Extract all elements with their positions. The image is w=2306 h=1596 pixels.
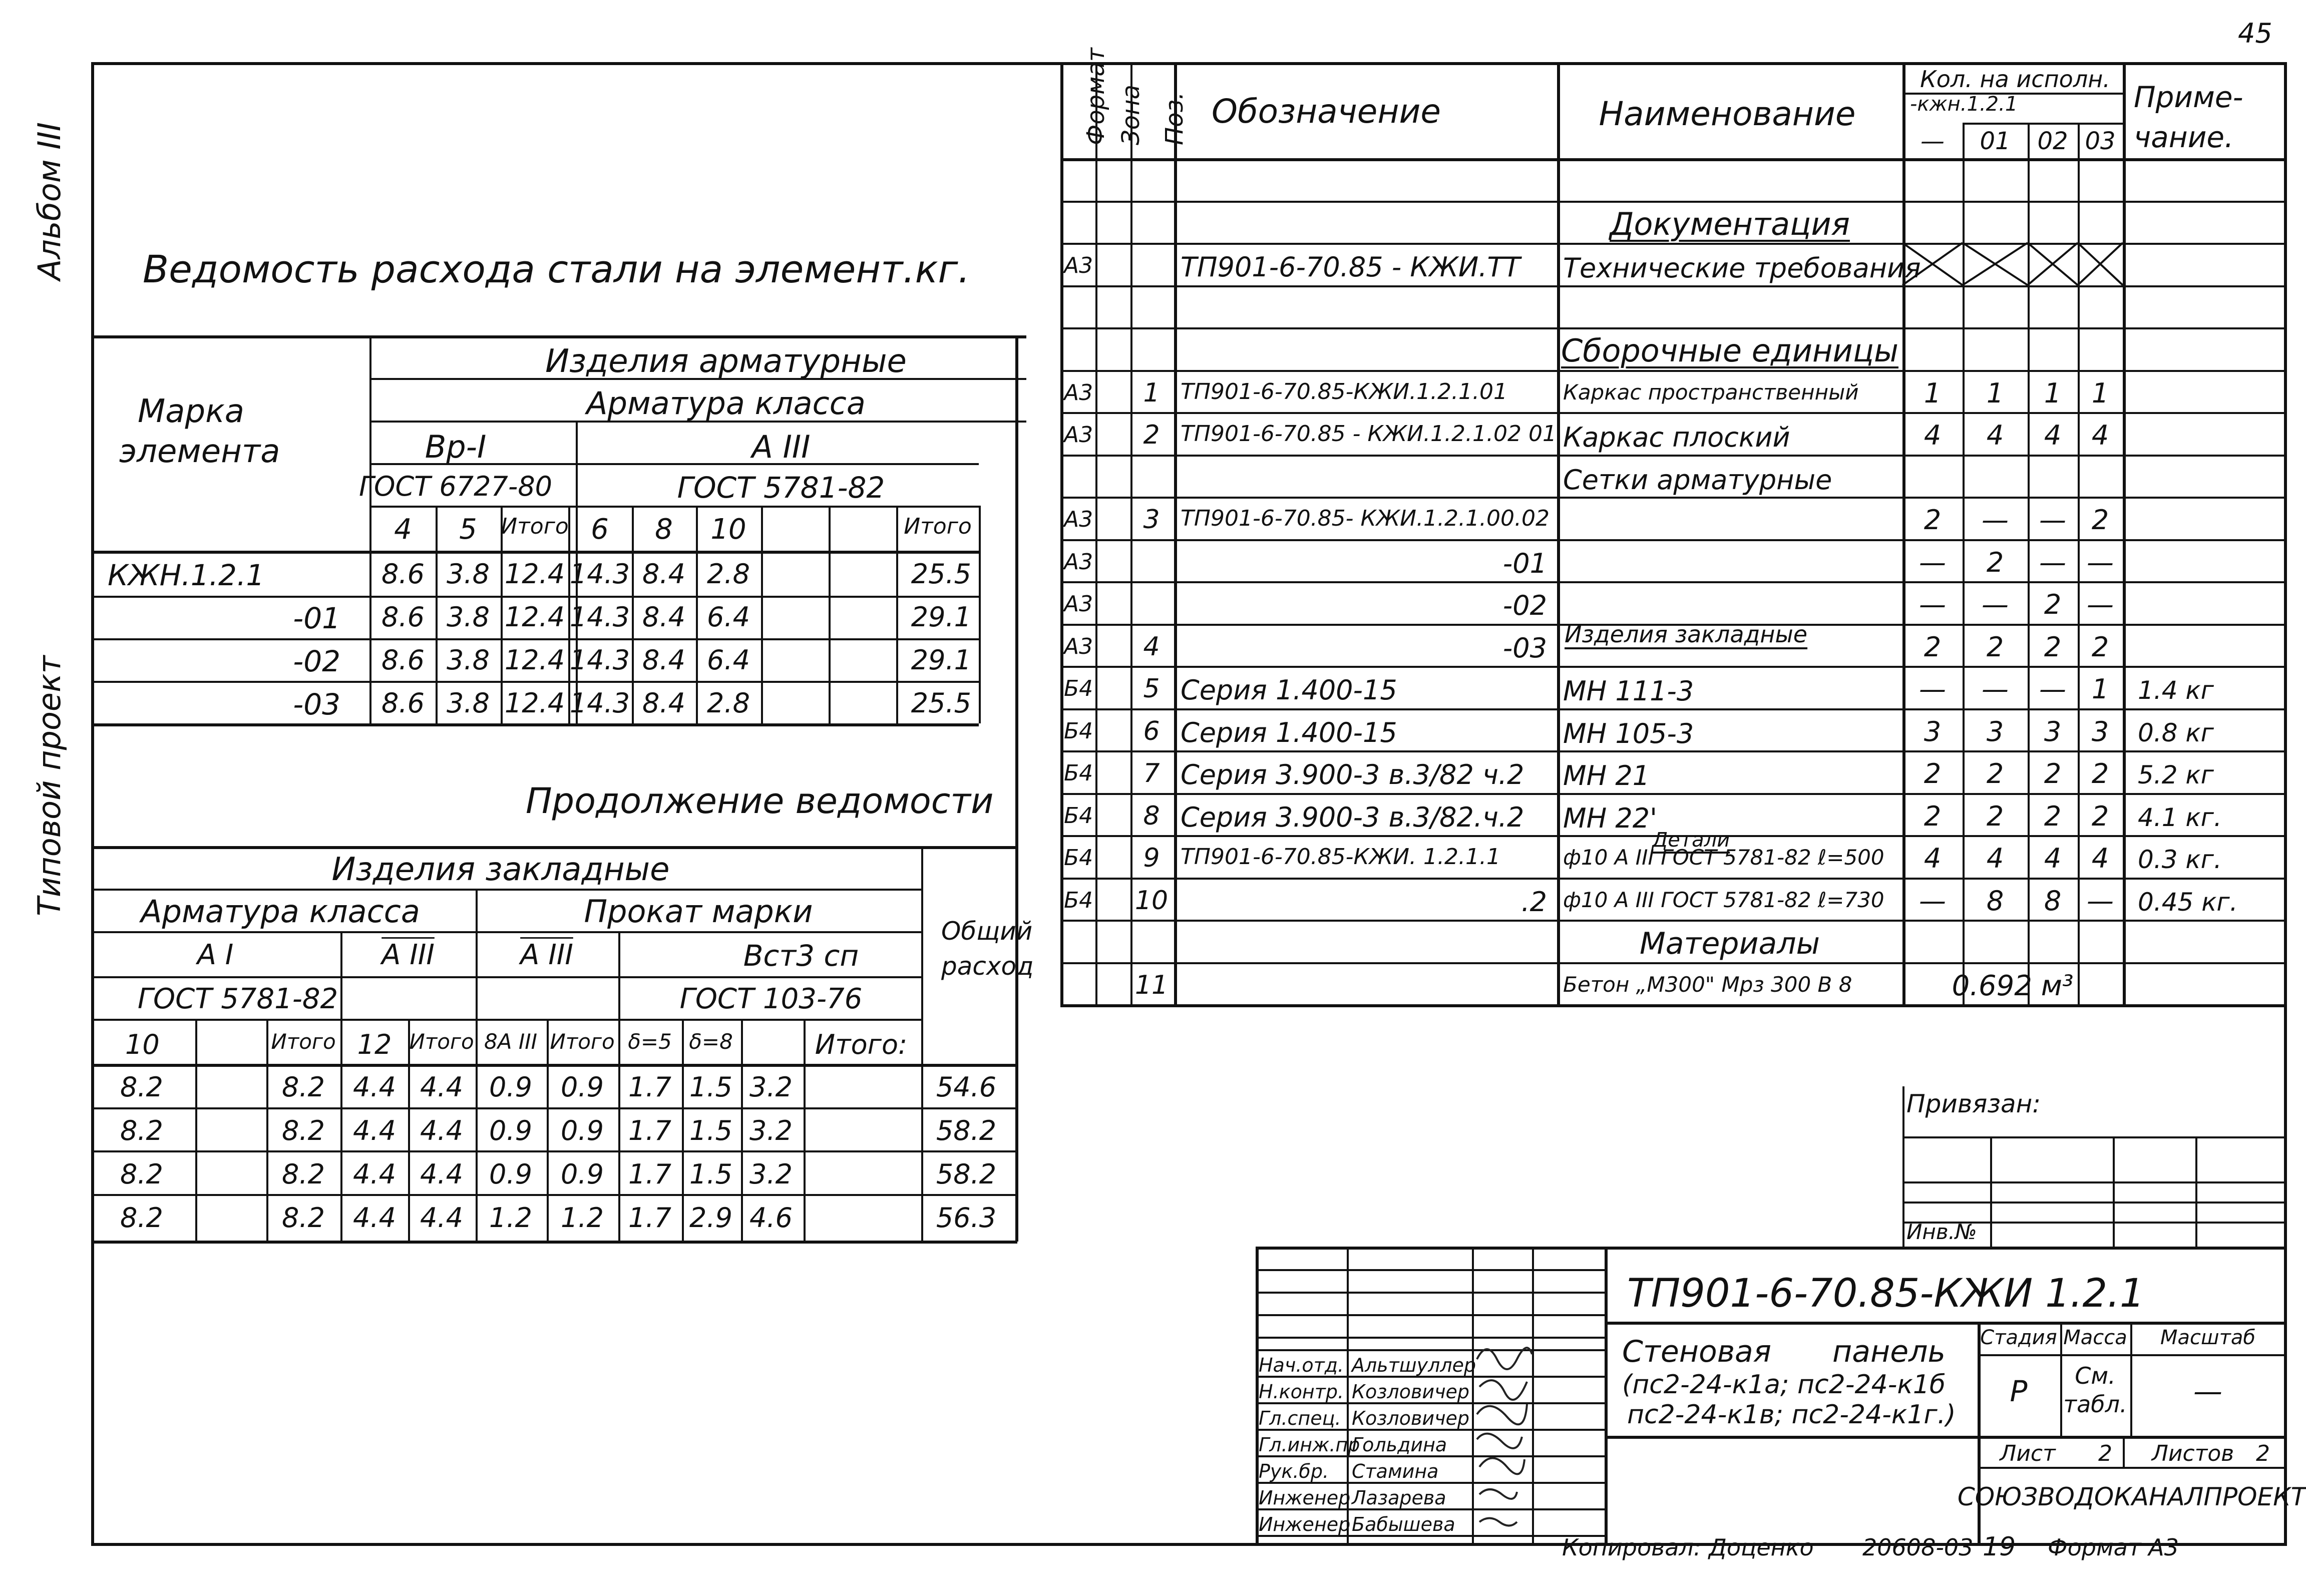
spec-name-sub: Детали	[1652, 829, 1730, 852]
steel-sub-2: Итого	[501, 514, 569, 539]
steel-val: 8.6	[381, 601, 425, 633]
steel-sub-5: 10	[710, 513, 746, 546]
spec-desig: Серия 3.900-3 в.3/82 ч.2	[1181, 759, 1524, 790]
steel-title: Ведомость расхода стали на элемент.кг.	[143, 247, 970, 291]
stamp-mass: См.	[2075, 1362, 2116, 1389]
steel-h-izd: Изделия арматурные	[545, 343, 907, 380]
stamp-sheets-label: Листов	[2151, 1441, 2234, 1466]
cont-val: 1.5	[689, 1158, 732, 1190]
cont-sub-4: Итого	[409, 1029, 474, 1054]
cont-val: 8.2	[120, 1202, 163, 1234]
footer-copied: Копировал: Доценко	[1562, 1534, 1814, 1561]
steel-mark-2: -02	[293, 644, 340, 678]
steel-val: 12.4	[504, 601, 565, 633]
cont-sub-6: Итого	[550, 1029, 615, 1054]
cont-val: 4.4	[353, 1115, 396, 1146]
steel-mark-3: -03	[293, 687, 340, 721]
privyazan-label: Привязан:	[1906, 1089, 2041, 1118]
spec-fmt: А3	[1064, 379, 1093, 406]
steel-mark-0: КЖН.1.2.1	[108, 558, 265, 592]
spec-qty: 2	[2044, 631, 2062, 663]
stamp-h-mass: Масса	[2063, 1326, 2127, 1349]
steel-h-vr: Вр-I	[425, 429, 487, 465]
spec-name: Технические требования	[1563, 252, 1921, 284]
steel-val: 8.4	[642, 644, 685, 676]
steel-h-gost2: ГОСТ 5781-82	[677, 471, 885, 505]
steel-val: 14.3	[569, 601, 630, 633]
spec-section: Сборочные единицы	[1561, 332, 1899, 369]
stamp-name: Козловичер	[1352, 1407, 1470, 1429]
cont-val: 1.5	[689, 1071, 732, 1103]
spec-qty: 2	[1924, 504, 1942, 536]
stamp-sheet-label: Лист	[2000, 1441, 2056, 1466]
cont-val: 56.3	[936, 1202, 997, 1234]
spec-qty: 3	[1986, 715, 2004, 747]
spec-name: МН 105-3	[1563, 717, 1694, 749]
steel-val: 6.4	[707, 644, 750, 676]
spec-qty: 2	[2044, 758, 2062, 789]
spec-qty: 2	[1924, 758, 1942, 789]
spec-fmt: Б4	[1064, 760, 1093, 786]
spec-qty: 2	[1924, 631, 1942, 663]
spec-qty: 2	[2091, 504, 2109, 536]
footer-num: 20608-03	[1862, 1534, 1974, 1561]
stamp-code: ТП901-6-70.85-КЖИ 1.2.1	[1627, 1271, 2145, 1316]
spec-qty-col-0: —	[1920, 127, 1945, 155]
spec-h-qty2: -кжн.1.2.1	[1910, 93, 2018, 116]
spec-fmt: А3	[1064, 591, 1093, 617]
stamp-stage: Р	[2010, 1374, 2028, 1408]
spec-fmt: А3	[1064, 422, 1093, 448]
spec-qty-col-3: 03	[2085, 127, 2116, 155]
cont-val: 4.6	[749, 1202, 793, 1234]
spec-h-desig: Обозначение	[1212, 92, 1441, 131]
steel-h-arm: Арматура класса	[586, 385, 866, 422]
spec-desig: ТП901-6-70.85- КЖИ.1.2.1.00.02	[1181, 506, 1550, 531]
steel-h-a3: А III	[751, 429, 811, 465]
cont-h-a3b: А III	[520, 939, 573, 971]
spec-fmt: Б4	[1064, 718, 1093, 744]
cont-sub-7: δ=5	[628, 1029, 672, 1054]
stamp-name: Бабышева	[1352, 1513, 1455, 1535]
cont-val: 8.2	[282, 1071, 325, 1103]
spec-fmt: Б4	[1064, 887, 1093, 913]
cont-val: 1.7	[628, 1158, 671, 1190]
spec-fmt: А3	[1064, 507, 1093, 532]
steel-val: 3.8	[447, 601, 490, 633]
cont-val: 3.2	[749, 1115, 793, 1146]
cont-val: 1.7	[628, 1071, 671, 1103]
spec-h-qty: Кол. на исполн.	[1920, 66, 2110, 93]
cont-val: 8.2	[282, 1202, 325, 1234]
spec-name: Изделия закладные	[1565, 620, 1808, 648]
steel-val: 6.4	[707, 601, 750, 633]
cont-val: 3.2	[749, 1158, 793, 1190]
stamp-scale: —	[2193, 1374, 2222, 1408]
steel-val: 14.3	[569, 644, 630, 676]
spec-name: Каркас пространственный	[1563, 379, 1859, 405]
steel-val: 29.1	[911, 644, 971, 676]
spec-fmt: А3	[1064, 253, 1093, 278]
spec-qty: —	[1919, 546, 1946, 578]
spec-qty: —	[1919, 885, 1946, 917]
spec-qty: —	[2087, 589, 2114, 620]
cont-val: 8.2	[282, 1158, 325, 1190]
spec-desig: Серия 3.900-3 в.3/82.ч.2	[1181, 801, 1524, 833]
stamp-role: Гл.спец.	[1259, 1407, 1341, 1429]
cont-sub-0: 10	[125, 1029, 160, 1060]
cont-val: 58.2	[936, 1158, 997, 1190]
spec-pos: 3	[1143, 505, 1160, 535]
cont-val: 0.9	[561, 1158, 604, 1190]
spec-qty: 2	[1924, 800, 1942, 832]
stamp-name: Козловичер	[1352, 1381, 1470, 1403]
stamp-name: Альтшуллер	[1352, 1354, 1476, 1376]
cont-val: 0.9	[561, 1071, 604, 1103]
spec-qty: 8	[2044, 885, 2062, 917]
spec-qty: 4	[1986, 843, 2004, 874]
stamp-title2: панель	[1832, 1334, 1946, 1369]
cont-h-prokat: Прокат марки	[584, 893, 813, 930]
spec-qty: 2	[2091, 758, 2109, 789]
spec-h_zone: Зона	[1117, 85, 1145, 145]
spec-h-note: Приме-	[2134, 80, 2243, 114]
spec-qty: 4	[2044, 843, 2062, 874]
album-label: Альбом III	[31, 122, 68, 280]
stamp-role: Инженер	[1259, 1513, 1351, 1535]
spec-fmt: Б4	[1064, 845, 1093, 871]
spec-note: 5.2 кг	[2138, 760, 2214, 789]
spec-qty: —	[1982, 589, 2009, 620]
spec-qty: 1	[2044, 377, 2062, 409]
steel-val: 2.8	[707, 687, 750, 719]
spec-qty: 3	[2044, 715, 2062, 747]
spec-name: ф10 А III ГОСТ 5781-82 ℓ=500	[1563, 845, 1884, 870]
cont-sub-2: Итого	[271, 1029, 336, 1054]
steel-val: 8.4	[642, 687, 685, 719]
spec-name: Каркас плоский	[1563, 422, 1790, 453]
steel-sub-3: 6	[591, 513, 609, 546]
cont-title: Продолжение ведомости	[526, 780, 994, 822]
spec-desig: -02	[1502, 590, 1547, 621]
spec-qty: 2	[2091, 800, 2109, 832]
steel-val: 8.4	[642, 558, 685, 590]
cont-val: 4.4	[420, 1115, 463, 1146]
spec-name: МН 22'	[1563, 802, 1657, 834]
spec-qty: 2	[2044, 800, 2062, 832]
stamp-h-stage: Стадия	[1980, 1326, 2057, 1349]
spec-desig: .2	[1521, 886, 1547, 918]
stamp-role: Н.контр.	[1259, 1381, 1344, 1403]
spec-name: ф10 А III ГОСТ 5781-82 ℓ=730	[1563, 887, 1884, 912]
spec-qty: —	[1982, 673, 2009, 705]
spec-fmt: А3	[1064, 633, 1093, 659]
steel-val: 12.4	[504, 687, 565, 719]
spec-name: МН 21	[1563, 760, 1650, 791]
spec-desig: Серия 1.400-15	[1181, 674, 1397, 706]
steel-sub-0: 4	[394, 513, 412, 546]
steel-val: 3.8	[447, 644, 490, 676]
cont-val: 0.9	[489, 1071, 532, 1103]
cont-val: 0.9	[489, 1115, 532, 1146]
spec-qty: 2	[1986, 546, 2004, 578]
spec-qty: —	[2087, 885, 2114, 917]
steel-h-gost1: ГОСТ 6727-80	[358, 471, 553, 502]
spec-qty: 1	[2091, 377, 2109, 409]
spec-pos: 11	[1134, 970, 1169, 1000]
spec-qty: 1	[1924, 377, 1942, 409]
stamp-role: Рук.бр.	[1259, 1460, 1329, 1482]
spec-fmt: А3	[1064, 549, 1093, 575]
spec-pos: 9	[1143, 843, 1160, 873]
spec-pos: 10	[1134, 885, 1169, 916]
spec-pos: 6	[1143, 716, 1160, 746]
spec-qty: 1	[1986, 377, 2004, 409]
spec-note: 1.4 кг	[2138, 676, 2214, 705]
cont-sub-5: 8А III	[484, 1029, 537, 1054]
cont-h-izd: Изделия закладные	[331, 851, 670, 888]
steel-val: 8.6	[381, 558, 425, 590]
steel-val: 3.8	[447, 687, 490, 719]
spec-qty: 1	[2091, 673, 2109, 705]
cont-val: 4.4	[420, 1202, 463, 1234]
inv-label: Инв.№	[1906, 1220, 1977, 1244]
steel-val: 14.3	[569, 558, 630, 590]
spec-name: Материалы	[1640, 926, 1820, 961]
spec-qty: —	[2039, 673, 2066, 705]
spec-desig: ТП901-6-70.85 - КЖИ.1.2.1.02 01	[1181, 421, 1557, 447]
spec-qty: 2	[2091, 631, 2109, 663]
spec-qty: —	[2039, 504, 2066, 536]
cont-val: 1.7	[628, 1115, 671, 1146]
cont-val: 54.6	[936, 1071, 997, 1103]
stamp-name: Лазарева	[1352, 1487, 1446, 1509]
steel-val: 3.8	[447, 558, 490, 590]
steel-val: 25.5	[911, 558, 971, 590]
steel-sub-4: 8	[655, 513, 673, 546]
steel-mark-1: -01	[293, 601, 340, 635]
cont-h-gost1: ГОСТ 5781-82	[137, 983, 338, 1015]
spec-h-note2: чание.	[2134, 120, 2234, 154]
spec-qty: 3	[2091, 715, 2109, 747]
stamp-subtitle2: пс2-24-к1в; пс2-24-к1г.)	[1627, 1400, 1956, 1430]
cont-val: 8.2	[282, 1115, 325, 1146]
cont-val: 4.4	[420, 1071, 463, 1103]
cont-val: 1.2	[489, 1202, 532, 1234]
stamp-name: Стамина	[1352, 1460, 1439, 1482]
spec-name: Сетки арматурные	[1563, 464, 1832, 496]
footer-format: Формат А3	[2048, 1534, 2179, 1561]
footer-page: 19	[1983, 1532, 2016, 1562]
cont-h-arm: Арматура класса	[141, 893, 420, 930]
spec-qty: —	[1982, 504, 2009, 536]
spec-desig: ТП901-6-70.85-КЖИ. 1.2.1.1	[1181, 844, 1500, 870]
steel-val: 25.5	[911, 687, 971, 719]
spec-pos: 2	[1143, 420, 1160, 450]
cont-val: 8.2	[120, 1158, 163, 1190]
spec-desig: ТП901-6-70.85 - КЖИ.ТТ	[1181, 251, 1520, 283]
spec-h_pos: Поз.	[1161, 92, 1189, 145]
cont-val: 0.9	[489, 1158, 532, 1190]
spec-qty: 2	[2044, 589, 2062, 620]
stamp-name: Гольдина	[1352, 1434, 1447, 1456]
steel-val: 8.6	[381, 644, 425, 676]
cont-val: 58.2	[936, 1115, 997, 1146]
cont-h-total: Общий	[941, 917, 1033, 946]
steel-val: 2.8	[707, 558, 750, 590]
stamp-sheet: 2	[2098, 1441, 2112, 1466]
spec-qty: 4	[1986, 420, 2004, 451]
spec-desig: Серия 1.400-15	[1181, 716, 1397, 748]
spec-qty: 4	[2044, 420, 2062, 451]
spec-note: 4.1 кг.	[2138, 803, 2222, 832]
spec-name: Бетон „М300" Мрз 300 В 8	[1563, 972, 1852, 997]
cont-val: 3.2	[749, 1071, 793, 1103]
spec-name: МН 111-3	[1563, 675, 1694, 707]
spec-pos: 7	[1143, 758, 1160, 788]
spec-pos: 8	[1143, 801, 1160, 831]
project-label: Типовой проект	[31, 655, 68, 916]
spec-qty: 4	[1924, 420, 1942, 451]
spec-pos: 5	[1143, 674, 1160, 704]
cont-val: 8.2	[120, 1115, 163, 1146]
cont-val: 1.2	[561, 1202, 604, 1234]
spec-qty: —	[2039, 546, 2066, 578]
stamp-role: Гл.инж.пр	[1259, 1434, 1360, 1456]
spec-note: 0.3 кг.	[2138, 845, 2222, 874]
spec-qty-col-1: 01	[1980, 127, 2011, 155]
cont-val: 1.7	[628, 1202, 671, 1234]
cont-h-vst: Вст3 сп	[743, 939, 859, 973]
spec-pos: 4	[1143, 631, 1160, 662]
stamp-org: СОЮЗВОДОКАНАЛПРОЕКТ	[1957, 1482, 2306, 1511]
spec-qty: —	[1919, 673, 1946, 705]
spec-qty: 2	[1986, 758, 2004, 789]
steel-val: 14.3	[569, 687, 630, 719]
cont-val: 4.4	[353, 1202, 396, 1234]
steel-sub-8: Итого	[904, 514, 972, 539]
stamp-subtitle1: (пс2-24-к1а; пс2-24-к1б	[1622, 1370, 1946, 1400]
spec-qty: 4	[1924, 843, 1942, 874]
cont-sub-3: 12	[357, 1029, 392, 1060]
cont-val: 8.2	[120, 1071, 163, 1103]
cont-sub-9: Итого:	[815, 1029, 908, 1060]
spec-qty: 8	[1986, 885, 2004, 917]
cont-val: 4.4	[353, 1158, 396, 1190]
spec-section: Документация	[1610, 205, 1850, 242]
spec-fmt: Б4	[1064, 676, 1093, 701]
steel-val: 29.1	[911, 601, 971, 633]
steel-val: 8.6	[381, 687, 425, 719]
spec-note: 0.45 кг.	[2138, 887, 2238, 917]
spec-fmt: Б4	[1064, 803, 1093, 829]
cont-h-a1: А I	[197, 939, 234, 971]
spec-qty: —	[2087, 546, 2114, 578]
stamp-h-scale: Масштаб	[2160, 1326, 2256, 1349]
spec-qty: —	[1919, 589, 1946, 620]
steel-val: 12.4	[504, 644, 565, 676]
spec-h-name: Наименование	[1599, 95, 1856, 133]
spec-qty: 4	[2091, 420, 2109, 451]
cont-h-gost2: ГОСТ 103-76	[679, 983, 863, 1015]
spec-qty: 2	[1986, 800, 2004, 832]
spec-qty-span: 0.692 м³	[1952, 969, 2074, 1002]
steel-val: 8.4	[642, 601, 685, 633]
spec-qty: 3	[1924, 715, 1942, 747]
cont-h-total2: расход	[941, 952, 1034, 981]
spec-desig: -03	[1502, 632, 1547, 664]
steel-h-mark2: элемента	[119, 433, 280, 470]
stamp-mass2: табл.	[2063, 1391, 2127, 1418]
stamp-role: Нач.отд.	[1259, 1354, 1344, 1376]
stamp-sheets: 2	[2256, 1441, 2270, 1466]
spec-note: 0.8 кг	[2138, 718, 2214, 747]
spec-qty: 2	[1986, 631, 2004, 663]
cont-val: 2.9	[689, 1202, 732, 1234]
steel-val: 12.4	[504, 558, 565, 590]
page-number: 45	[2238, 18, 2272, 49]
spec-qty: 4	[2091, 843, 2109, 874]
cont-val: 1.5	[689, 1115, 732, 1146]
cont-val: 4.4	[353, 1071, 396, 1103]
spec-h_format: Формат	[1082, 48, 1110, 145]
stamp-role: Инженер	[1259, 1487, 1351, 1509]
cont-sub-8: δ=8	[689, 1029, 733, 1054]
steel-h-mark: Марка	[138, 393, 244, 430]
cont-h-a3: А III	[381, 939, 435, 971]
spec-qty-col-2: 02	[2037, 127, 2068, 155]
spec-desig: -01	[1502, 547, 1547, 579]
spec-desig: ТП901-6-70.85-КЖИ.1.2.1.01	[1181, 378, 1507, 405]
stamp-title: Стеновая	[1622, 1334, 1771, 1369]
cont-val: 0.9	[561, 1115, 604, 1146]
steel-sub-1: 5	[459, 513, 477, 546]
spec-pos: 1	[1143, 377, 1160, 408]
cont-val: 4.4	[420, 1158, 463, 1190]
